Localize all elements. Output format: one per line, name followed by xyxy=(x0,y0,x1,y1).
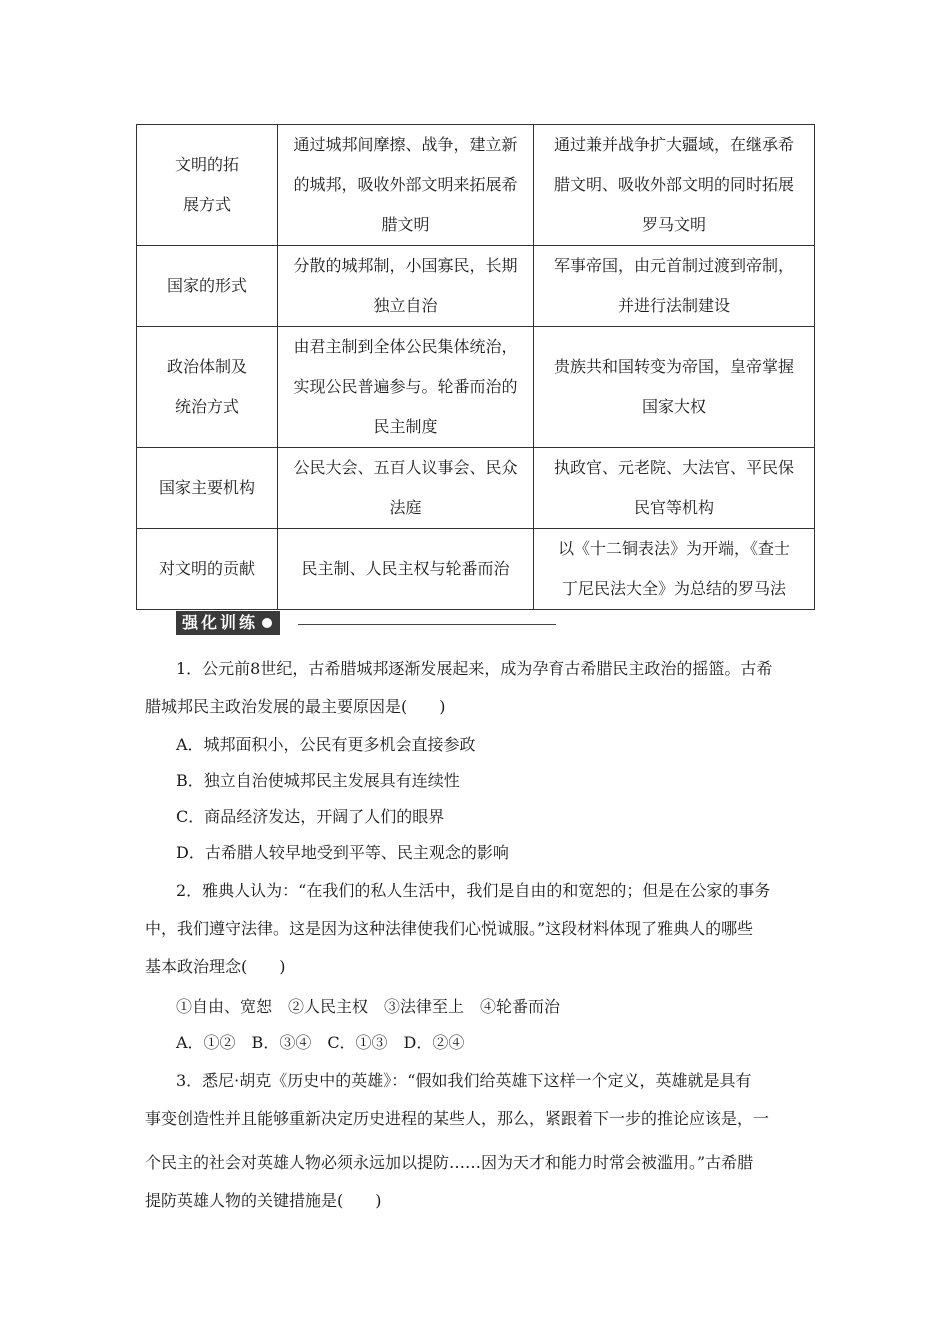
row-label-cell: 对文明的贡献 xyxy=(137,529,278,610)
row-label-cell: 文明的拓 展方式 xyxy=(137,125,278,246)
question-1-option-a: A．城邦面积小，公民有更多机会直接参政 xyxy=(176,735,476,754)
question-3-line: 3．悉尼·胡克《历史中的英雄》：“假如我们给英雄下这样一个定义，英雄就是具有 xyxy=(176,1071,752,1090)
question-1-line: 腊城邦民主政治发展的最主要原因是( ) xyxy=(145,697,446,716)
greece-cell: 民主制、人民主权与轮番而治 xyxy=(278,529,534,610)
greece-cell: 通过城邦间摩擦、战争，建立新 的城邦，吸收外部文明来拓展希 腊文明 xyxy=(278,125,534,246)
rome-cell: 执政官、元老院、大法官、平民保 民官等机构 xyxy=(534,448,815,529)
question-1-option-b: B．独立自治使城邦民主发展具有连续性 xyxy=(176,771,460,790)
question-2-items: ①自由、宽恕 ②人民主权 ③法律至上 ④轮番而治 xyxy=(176,997,561,1016)
section-header xyxy=(176,610,280,636)
question-1-option-c: C．商品经济发达，开阔了人们的眼界 xyxy=(176,807,445,826)
question-2-line: 2．雅典人认为：“在我们的私人生活中，我们是自由的和宽恕的；但是在公家的事务 xyxy=(176,881,771,900)
question-1-line: 1．公元前8世纪，古希腊城邦逐渐发展起来，成为孕育古希腊民主政治的摇篮。古希 xyxy=(176,659,773,678)
section-title: 强化训练 xyxy=(176,611,280,635)
rome-cell: 以《十二铜表法》为开端，《查士 丁尼民法大全》为总结的罗马法 xyxy=(534,529,815,610)
greece-cell: 公民大会、五百人议事会、民众 法庭 xyxy=(278,448,534,529)
question-3-line: 个民主的社会对英雄人物必须永远加以提防……因为天才和能力时常会被滥用。”古希腊 xyxy=(145,1153,754,1172)
table-row xyxy=(137,327,815,448)
row-label-cell: 国家主要机构 xyxy=(137,448,278,529)
table-row xyxy=(137,246,815,327)
question-3-line: 事变创造性并且能够重新决定历史进程的某些人，那么，紧跟着下一步的推论应该是，一 xyxy=(145,1109,770,1128)
rome-cell: 贵族共和国转变为帝国，皇帝掌握 国家大权 xyxy=(534,327,815,448)
bullet-dot-icon xyxy=(262,618,272,628)
comparison-table xyxy=(136,124,815,610)
question-2-options: A．①② B．③④ C．①③ D．②④ xyxy=(176,1033,465,1052)
question-3-line: 提防英雄人物的关键措施是( ) xyxy=(145,1191,382,1210)
row-label-cell: 国家的形式 xyxy=(137,246,278,327)
table-row xyxy=(137,529,815,610)
question-2-line: 中，我们遵守法律。这是因为这种法律使我们心悦诚服。”这段材料体现了雅典人的哪些 xyxy=(145,919,754,938)
table-row xyxy=(137,125,815,246)
greece-cell: 由君主制到全体公民集体统治， 实现公民普遍参与。轮番而治的 民主制度 xyxy=(278,327,534,448)
rome-cell: 军事帝国，由元首制过渡到帝制， 并进行法制建设 xyxy=(534,246,815,327)
question-2-line: 基本政治理念( ) xyxy=(145,957,286,976)
section-divider xyxy=(298,624,556,625)
question-1-option-d: D．古希腊人较早地受到平等、民主观念的影响 xyxy=(176,843,509,862)
table-row xyxy=(137,448,815,529)
rome-cell: 通过兼并战争扩大疆域，在继承希 腊文明、吸收外部文明的同时拓展 罗马文明 xyxy=(534,125,815,246)
row-label-cell: 政治体制及 统治方式 xyxy=(137,327,278,448)
greece-cell: 分散的城邦制，小国寡民，长期 独立自治 xyxy=(278,246,534,327)
